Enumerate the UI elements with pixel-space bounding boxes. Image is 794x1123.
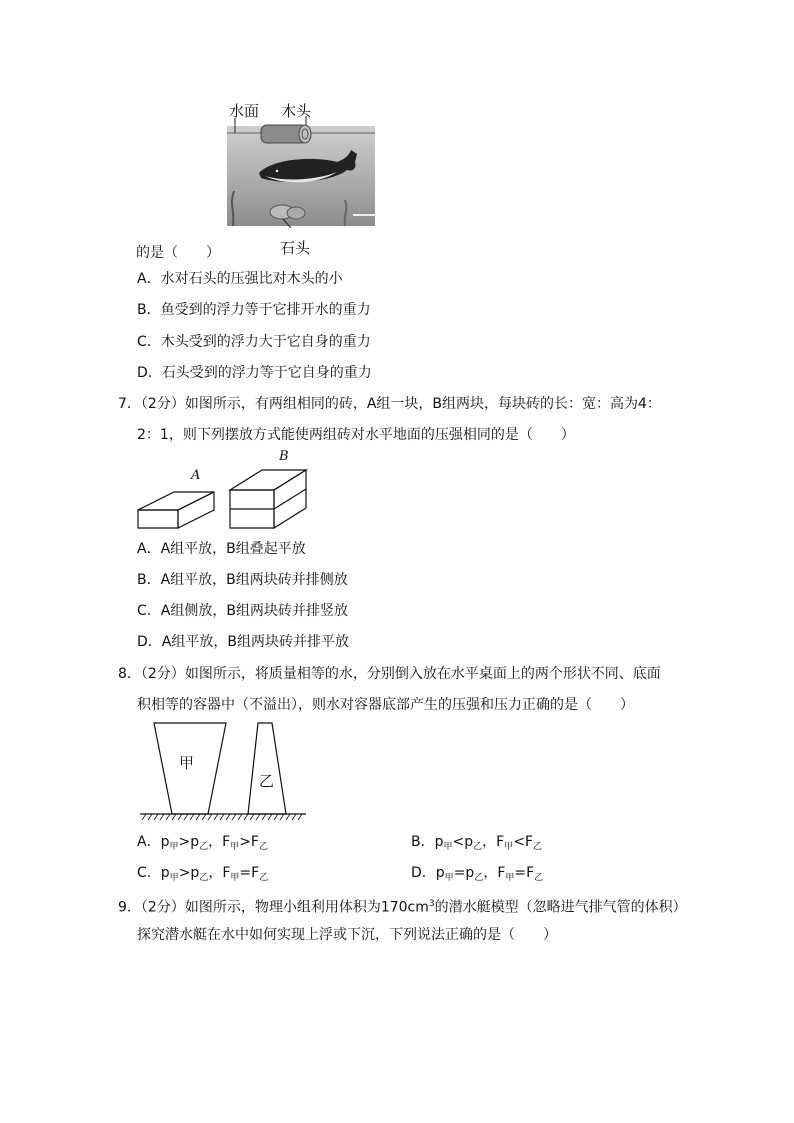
container-yi-label: 乙 [259, 772, 275, 790]
stone-shape [270, 205, 305, 219]
q8-option-c: C．$p_甲>p_乙$，$F_甲=F_乙$ [137, 865, 269, 883]
q9-stem-line2: 探究潜水艇在水中如何实现上浮或下沉，下列说法正确的是（ ） [137, 927, 557, 943]
q8-figure-containers [138, 720, 308, 824]
brick-b-shape [230, 470, 306, 528]
q8-stem-line2: 积相等的容器中（不溢出），则水对容器底部产生的压强和压力正确的是（ ） [137, 697, 634, 713]
brick-a-label: A [191, 468, 201, 483]
q6-option-d: D．石头受到的浮力等于它自身的重力 [137, 365, 372, 381]
q6-option-a: A．水对石头的压强比对木头的小 [137, 271, 343, 287]
q7-option-b: B．A组平放，B组两块砖并排侧放 [137, 572, 348, 588]
wood-log-shape [261, 125, 311, 143]
brick-b-label: B [279, 449, 289, 464]
container-jia-label: 甲 [179, 754, 195, 772]
brick-a-shape [138, 492, 214, 528]
q6-option-b: B．鱼受到的浮力等于它排开水的重力 [137, 302, 371, 318]
q7-option-d: D．A组平放，B组两块砖并排平放 [137, 634, 349, 650]
q8-stem-line1: 8．（2分）如图所示，将质量相等的水，分别倒入放在水平桌面上的两个形状不同、底面 [118, 666, 661, 682]
q6-option-c: C．木头受到的浮力大于它自身的重力 [137, 334, 371, 350]
container-yi-shape [248, 723, 286, 814]
q7-option-c: C．A组侧放，B组两块砖并排竖放 [137, 603, 348, 619]
label-water-surface: 水面 [229, 102, 260, 120]
q7-option-a: A．A组平放，B组叠起平放 [137, 541, 306, 557]
q6-figure-water-scene [225, 116, 377, 228]
q9-stem-line1: 9．（2分）如图所示，物理小组利用体积为$170cm^3$的潜水艇模型（忽略进气排气管的体积） [118, 899, 687, 916]
q7-figure-bricks [134, 450, 334, 532]
q7-stem-line2: 2：1，则下列摆放方式能使两组砖对水平地面的压强相同的是（ ） [137, 427, 575, 443]
q8-option-a: A．$p_甲>p_乙$，$F_甲>F_乙$ [137, 834, 269, 852]
q8-option-d: D．$p_甲=p_乙$，$F_甲=F_乙$ [411, 865, 544, 883]
label-wood: 木头 [281, 102, 312, 120]
q7-stem-line1: 7．（2分）如图所示，有两组相同的砖，A组一块，B组两块，每块砖的长：宽：高为4： [118, 396, 661, 412]
label-stone: 石头 [280, 239, 311, 257]
q6-stem-tail: 的是（ ） [136, 245, 220, 261]
q8-option-b: B．$p_甲<p_乙$，$F_甲<F_乙$ [411, 834, 543, 852]
